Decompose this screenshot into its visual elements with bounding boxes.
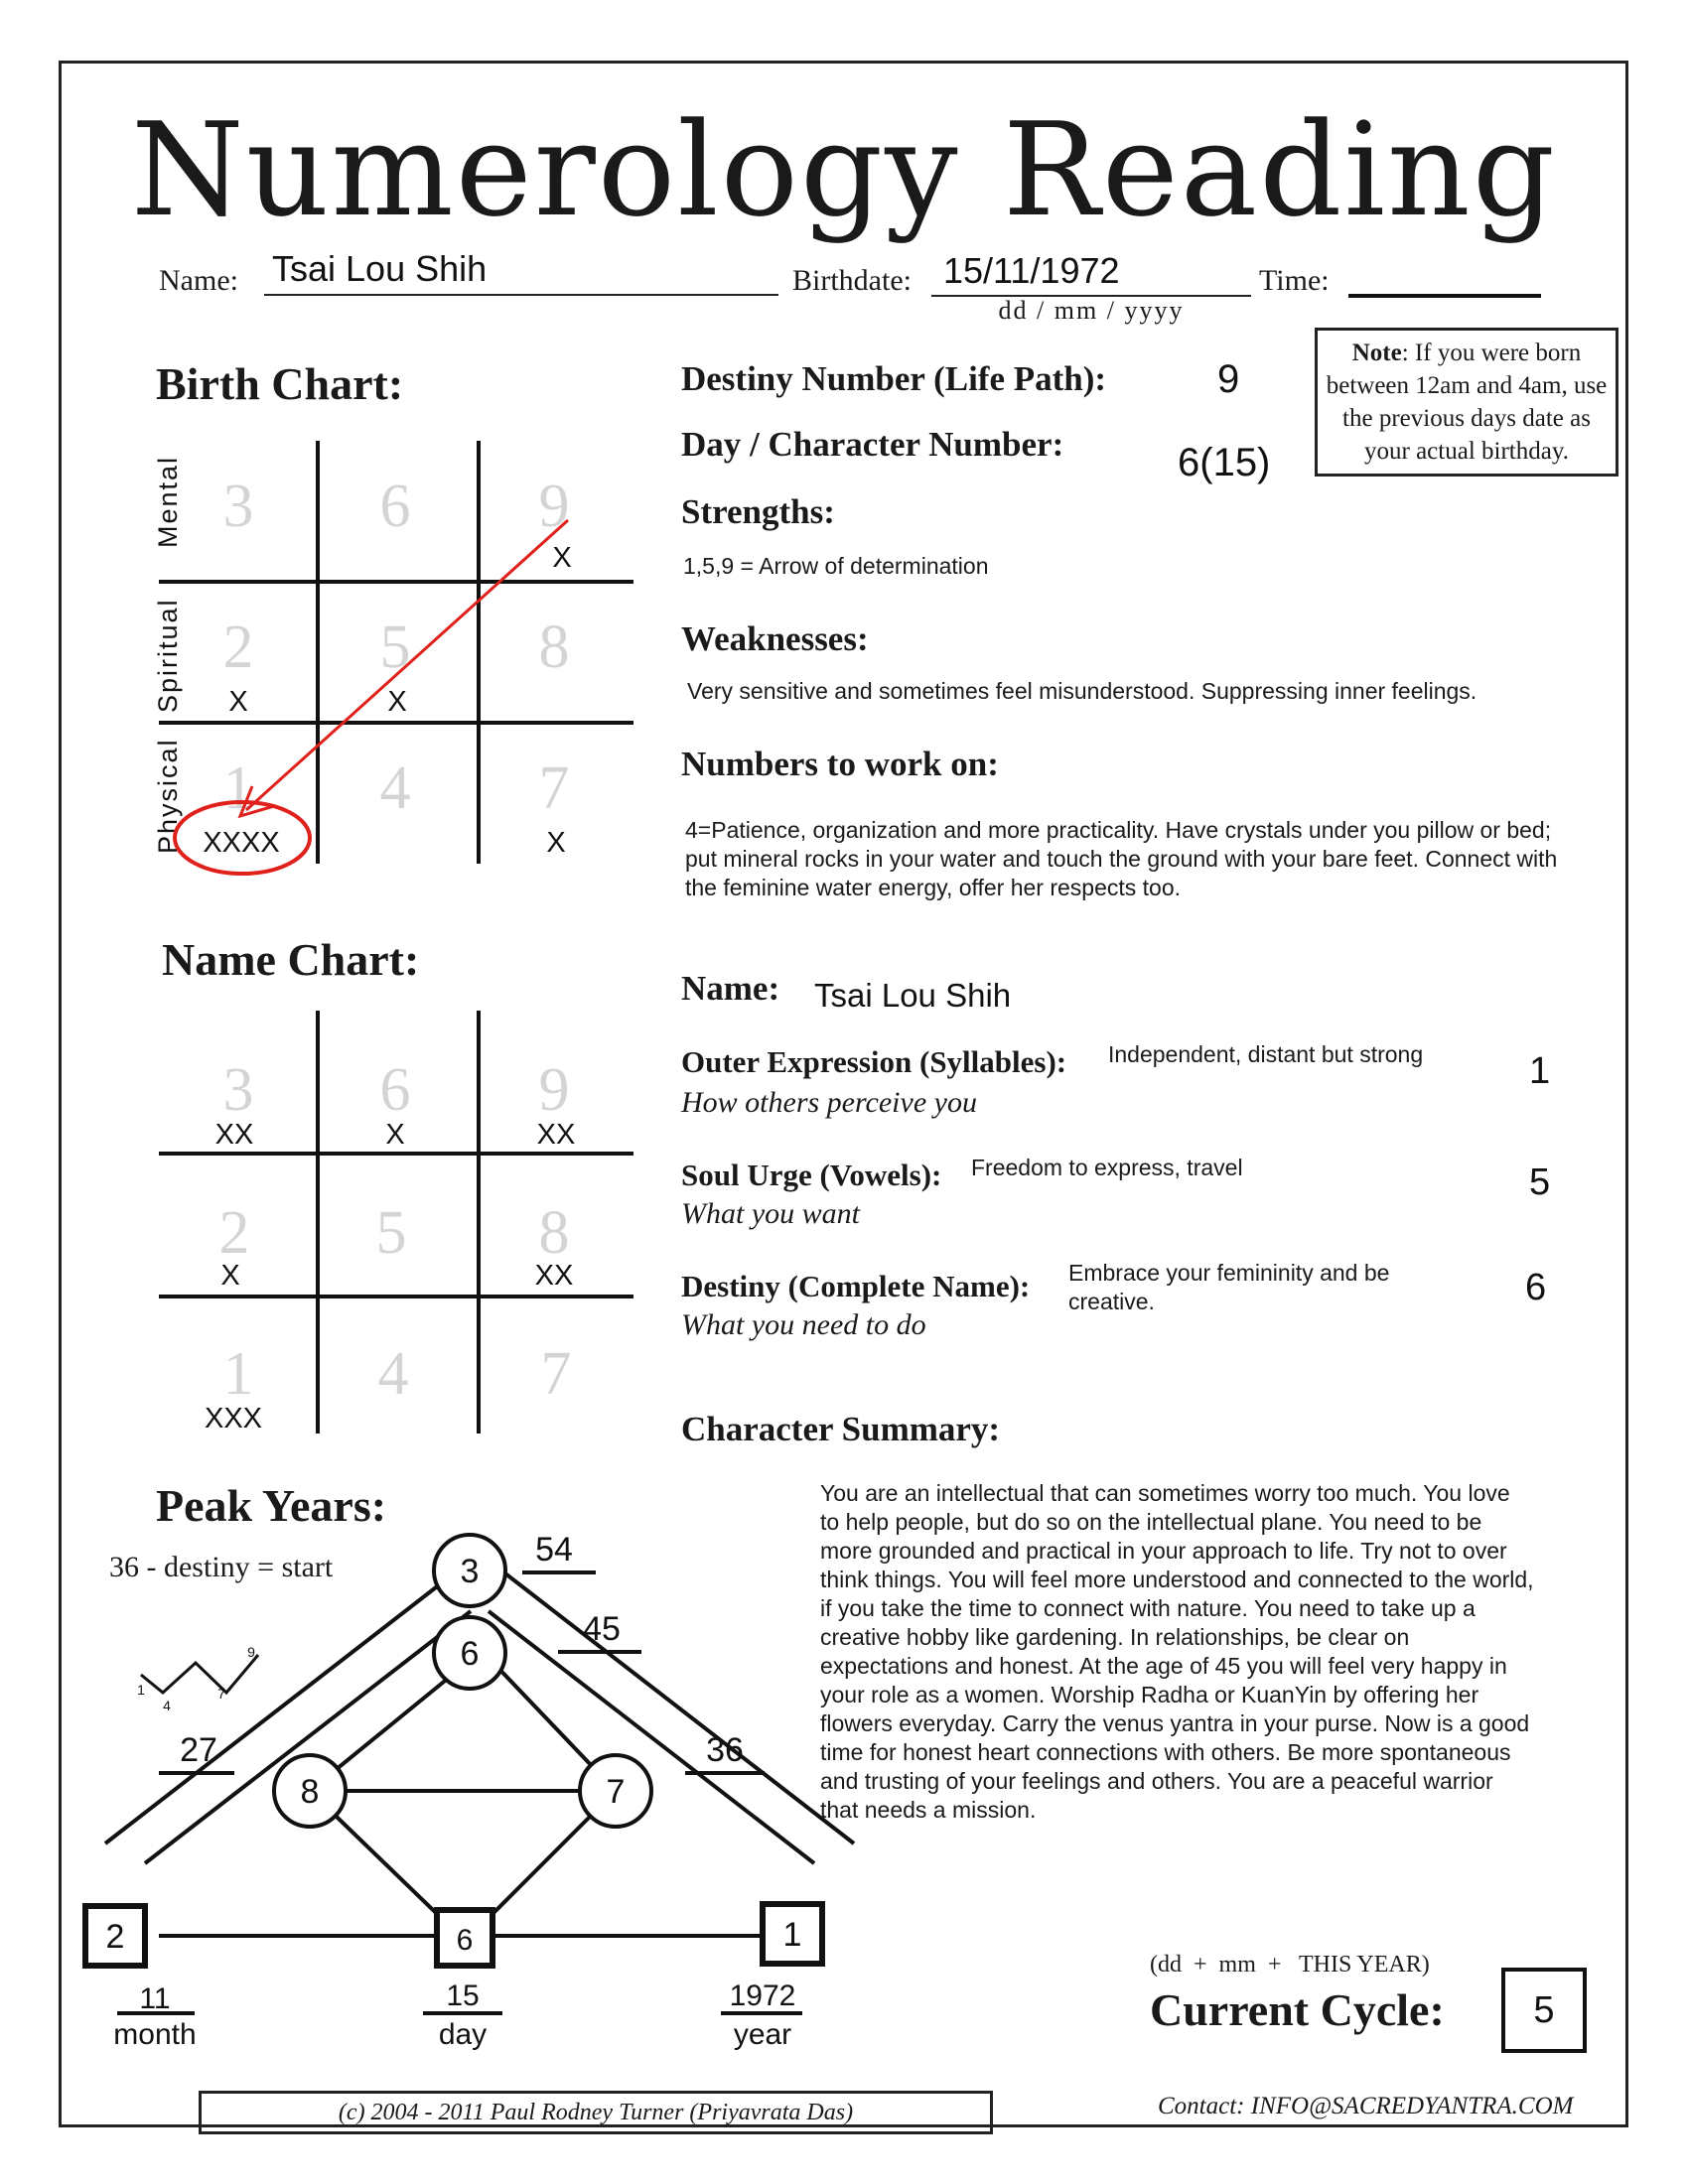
birth-cell-1: 1 (222, 754, 254, 822)
name-mark-6: X (385, 1119, 405, 1151)
strengths-text: 1,5,9 = Arrow of determination (683, 553, 989, 579)
peak-node-top-value: 3 (460, 1553, 480, 1590)
birth-cell-7: 7 (538, 754, 570, 822)
birth-cell-9: 9 (538, 473, 570, 540)
birth-chart-grid (139, 437, 655, 893)
birth-mark-9: X (552, 542, 572, 574)
destiny-number-value: 9 (1217, 357, 1240, 401)
peak-node-upper-value: 6 (460, 1635, 480, 1673)
name-cell-1: 1 (222, 1340, 254, 1408)
birth-mark-7: X (546, 827, 566, 859)
day-number-label: Day / Character Number: (681, 425, 1064, 464)
birthdate-format: dd / mm / yyyy (998, 296, 1185, 325)
birth-cell-6: 6 (379, 473, 411, 540)
day-number-value: 6(15) (1178, 441, 1271, 484)
current-cycle-box (1501, 1968, 1587, 2053)
outer-expression-text: Independent, distant but strong (1108, 1041, 1424, 1067)
work-on-text: 4=Patience, organization and more practicality. Have crystals under you pillow or bed; put mineral rocks in your water and touch the ground with your bare feet. Connect with the feminine water energy, offer her respects too. (685, 817, 1558, 900)
copyright-box (199, 2091, 993, 2134)
outer-expression-label: Outer Expression (Syllables): (681, 1044, 1067, 1079)
peak-node-bottom-mid-value: 6 (456, 1924, 474, 1957)
name-mark-8: XX (534, 1260, 574, 1292)
destiny-name-sub: What you need to do (681, 1308, 926, 1341)
zigzag-label-4: 4 (163, 1698, 171, 1713)
name-cell-7: 7 (540, 1340, 572, 1408)
peak-year-value: 1972 (729, 1979, 796, 2012)
zigzag-label-1: 1 (137, 1682, 145, 1698)
destiny-name-label: Destiny (Complete Name): (681, 1269, 1031, 1303)
character-summary-label: Character Summary: (681, 1410, 1001, 1448)
contact-text: Contact: INFO@SACREDYANTRA.COM (1158, 2093, 1574, 2119)
row-label-mental: Mental (153, 455, 183, 548)
peak-month-label: month (113, 2018, 197, 2051)
soul-urge-label: Soul Urge (Vowels): (681, 1158, 942, 1192)
peak-day-value: 15 (446, 1979, 480, 2012)
time-label: Time: (1259, 264, 1330, 297)
strengths-label: Strengths: (681, 492, 835, 531)
peak-years-formula: 36 - destiny = start (109, 1551, 334, 1583)
name-mark-9: XX (536, 1119, 576, 1151)
name-cell-4: 4 (377, 1340, 409, 1408)
destiny-number-label: Destiny Number (Life Path): (681, 359, 1107, 398)
birth-mark-5: X (387, 686, 407, 718)
peak-year-label: year (733, 2018, 792, 2051)
peak-node-left-mid-value: 8 (300, 1773, 320, 1811)
current-cycle-label: Current Cycle: (1150, 1984, 1445, 2035)
name-mark-1: XXX (204, 1403, 263, 1434)
name-section-label: Name: (681, 969, 780, 1008)
destiny-name-number: 6 (1525, 1267, 1547, 1308)
birth-cell-4: 4 (379, 754, 411, 822)
weaknesses-text: Very sensitive and sometimes feel misunderstood. Suppressing inner feelings. (687, 678, 1477, 704)
outer-expression-number: 1 (1529, 1050, 1551, 1092)
birthdate-label: Birthdate: (792, 264, 912, 297)
name-chart-grid (139, 1003, 655, 1449)
birth-chart-title: Birth Chart: (156, 358, 404, 409)
name-cell-6: 6 (379, 1056, 411, 1124)
work-on-label: Numbers to work on: (681, 745, 999, 783)
birthdate-field[interactable] (931, 250, 1251, 297)
name-chart-title: Name Chart: (162, 934, 420, 985)
name-value: Tsai Lou Shih (272, 248, 488, 289)
zigzag-label-9: 9 (247, 1644, 255, 1660)
peak-node-bottom-right-value: 1 (782, 1916, 802, 1954)
zigzag-label-7: 7 (217, 1686, 225, 1702)
destiny-name-text: Embrace your femininity and be creative. (1068, 1260, 1390, 1314)
birth-cell-8: 8 (538, 614, 570, 681)
name-mark-3: XX (214, 1119, 254, 1151)
birthdate-value: 15/11/1972 (943, 250, 1120, 291)
row-label-spiritual: Spiritual (153, 598, 183, 713)
weaknesses-label: Weaknesses: (681, 619, 869, 658)
note-bold: Note (1351, 340, 1402, 366)
name-section-value: Tsai Lou Shih (814, 977, 1012, 1014)
birth-mark-2: X (228, 686, 248, 718)
peak-node-bottom-left-value: 2 (105, 1918, 125, 1956)
outer-expression-sub: How others perceive you (681, 1086, 977, 1119)
soul-urge-number: 5 (1529, 1161, 1551, 1203)
time-field[interactable] (1348, 294, 1541, 298)
name-cell-2: 2 (218, 1199, 250, 1267)
soul-urge-sub: What you want (681, 1197, 860, 1230)
peak-month-value: 11 (139, 1982, 171, 2015)
current-cycle-value: 5 (1533, 1989, 1555, 2031)
row-label-physical: Physical (153, 738, 183, 854)
character-summary-text: You are an intellectual that can sometimes worry too much. You love to help people, but do so on the intellectual plane. You need to be more grounded and practical in your approach to life. Try not to over think things. You will feel more understood and connected to the world, if you take the time to connect with nature. You need to take up a creative hobby like gardening. In relationships, be clear on expectations and honest. At the age of 45 you will feel very happy in your role as a women. Worship Radha or KuanYin by offering her flowers everyday. Carry the venus yantra in your purse. Now is a good time for honest heart connections with others. Be more spontaneous and trusting of your feelings and others. You are a peaceful warrior that needs a mission. (820, 1480, 1534, 1823)
current-cycle-formula: (dd + mm + THIS YEAR) (1150, 1952, 1430, 1978)
soul-urge-text: Freedom to express, travel (971, 1155, 1243, 1180)
peak-age-upper: 45 (583, 1610, 621, 1648)
name-cell-9: 9 (538, 1056, 570, 1124)
name-mark-2: X (220, 1260, 240, 1292)
zigzag-icon (137, 1644, 258, 1713)
peak-years-diagram (60, 1509, 874, 2065)
name-label: Name: (159, 264, 238, 297)
peak-years-title: Peak Years: (156, 1480, 387, 1531)
peak-age-right: 36 (706, 1731, 744, 1769)
copyright-text: (c) 2004 - 2011 Paul Rodney Turner (Priyavrata Das) (338, 2100, 854, 2125)
name-cell-5: 5 (375, 1199, 407, 1267)
birth-cell-2: 2 (222, 614, 254, 681)
peak-age-top: 54 (535, 1531, 573, 1569)
peak-node-right-mid-value: 7 (606, 1773, 626, 1811)
birth-cell-3: 3 (222, 473, 254, 540)
page-title: Numerology Reading (131, 94, 1557, 245)
note-box (1315, 328, 1618, 477)
name-field[interactable] (264, 248, 778, 296)
peak-age-left: 27 (180, 1731, 217, 1769)
peak-day-label: day (438, 2018, 488, 2051)
birth-cell-5: 5 (379, 614, 411, 681)
name-cell-8: 8 (538, 1199, 570, 1267)
name-cell-3: 3 (222, 1056, 254, 1124)
birth-mark-1: XXXX (203, 827, 280, 859)
note-text: : If you were born between 12am and 4am, use the previous days date as your actual birthday. (1326, 340, 1608, 465)
